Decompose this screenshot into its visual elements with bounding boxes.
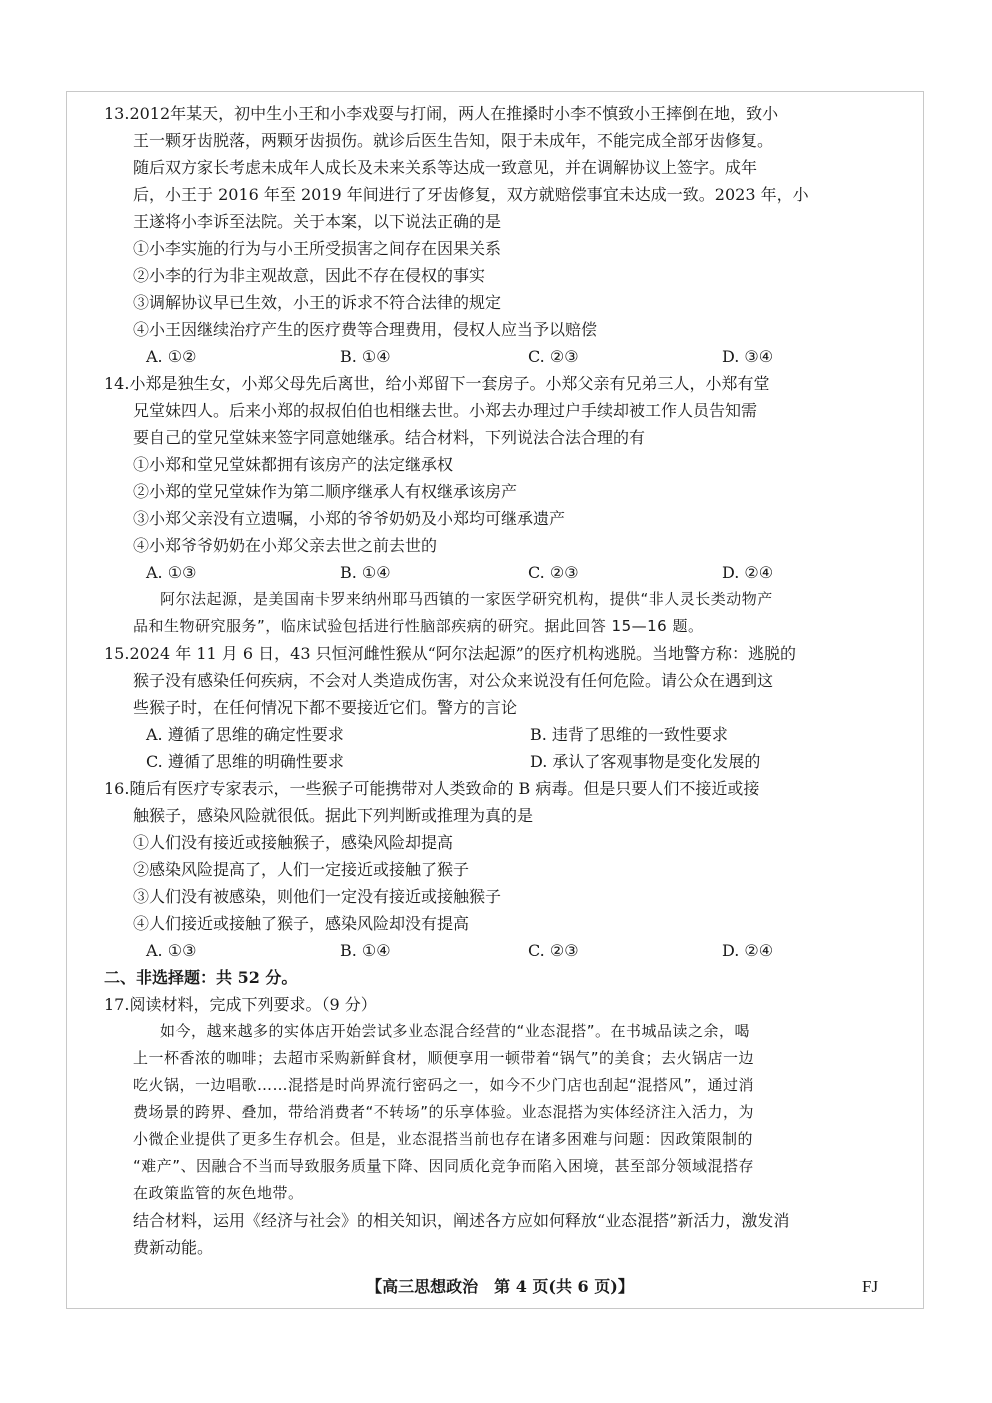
- statement-item: ③小郑父亲没有立遗嘱，小郑的爷爷奶奶及小郑均可继承遗产: [133, 509, 566, 528]
- question-text: 随后双方家长考虑未成年人成长及未来关系等达成一致意见，并在调解协议上签字。成年: [133, 158, 758, 177]
- question-text: 王一颗牙齿脱落，两颗牙齿损伤。就诊后医生告知，限于未成年，不能完成全部牙齿修复。: [133, 131, 774, 150]
- question-text: 要自己的堂兄堂妹来签字同意她继承。结合材料，下列说法合法合理的有: [133, 428, 646, 447]
- option-b: B. 违背了思维的一致性要求: [530, 725, 728, 744]
- option-b: B. ①④: [340, 563, 391, 582]
- option-a: A. ①③: [146, 941, 197, 960]
- exam-content: [104, 100, 890, 1261]
- option-c: C. 遵循了思维的明确性要求: [146, 752, 344, 771]
- question-text: 些猴子时，在任何情况下都不要接近它们。警方的言论: [133, 698, 518, 717]
- material-text: 在政策监管的灰色地带。: [133, 1184, 304, 1202]
- question-14: [104, 370, 890, 586]
- material-text: 品和生物研究服务”，临床试验包括进行性脑部疾病的研究。据此回答 15—16 题。: [133, 617, 704, 635]
- option-d: D. ②④: [722, 941, 774, 960]
- option-c: C. ②③: [528, 941, 579, 960]
- question-16: [104, 775, 890, 964]
- material-text: 吃火锅，一边唱歌……混搭是时尚界流行密码之一，如今不少门店也刮起“混搭风”，通过消: [133, 1076, 755, 1094]
- material-text: 阿尔法起源，是美国南卡罗来纳州耶马西镇的一家医学研究机构，提供“非人灵长类动物产: [160, 590, 773, 608]
- material-text: 小微企业提供了更多生存机会。但是，业态混搭当前也存在诸多困难与问题：因政策限制的: [133, 1130, 754, 1148]
- statement-item: ②小郑的堂兄堂妹作为第二顺序继承人有权继承该房产: [133, 482, 518, 501]
- statement-item: ①人们没有接近或接触猴子，感染风险却提高: [133, 833, 454, 852]
- option-a: A. 遵循了思维的确定性要求: [146, 725, 344, 744]
- question-text: 兄堂妹四人。后来小郑的叔叔伯伯也相继去世。小郑去办理过户手续却被工作人员告知需: [133, 401, 758, 420]
- option-a: A. ①③: [146, 563, 197, 582]
- question-title: 17.阅读材料，完成下列要求。（9 分）: [104, 995, 377, 1014]
- question-text: 16.随后有医疗专家表示，一些猴子可能携带对人类致命的 B 病毒。但是只要人们不接近或接: [104, 779, 760, 798]
- statement-item: ④小王因继续治疗产生的医疗费等合理费用，侵权人应当予以赔偿: [133, 320, 598, 339]
- option-d: D. ②④: [722, 563, 774, 582]
- task-text: 结合材料，运用《经济与社会》的相关知识，阐述各方应如何释放“业态混搭”新活力，激发消: [133, 1211, 790, 1230]
- question-text: 触猴子，感染风险就很低。据此下列判断或推理为真的是: [133, 806, 534, 825]
- statement-item: ②小李的行为非主观故意，因此不存在侵权的事实: [133, 266, 486, 285]
- answer-options: [104, 559, 890, 586]
- shared-material: [104, 586, 890, 640]
- statement-item: ②感染风险提高了，人们一定接近或接触了猴子: [133, 860, 470, 879]
- footer-page-info: 【高三思想政治 第 4 页(共 6 页)】: [366, 1277, 634, 1296]
- question-text: 13.2012年某天，初中生小王和小李戏耍与打闹，两人在推搡时小李不慎致小王摔倒在地，致小: [104, 104, 779, 123]
- question-15: [104, 640, 890, 775]
- answer-options: [104, 343, 890, 370]
- option-b: B. ①④: [340, 941, 391, 960]
- question-13: [104, 100, 890, 370]
- footer-region-code: FJ: [862, 1277, 879, 1296]
- option-a: A. ①②: [146, 347, 197, 366]
- material-text: 如今，越来越多的实体店开始尝试多业态混合经营的“业态混搭”。在书城品读之余，喝: [160, 1022, 751, 1040]
- page-footer: [0, 1273, 992, 1301]
- question-text: 猴子没有感染任何疾病，不会对人类造成伤害，对公众来说没有任何危险。请公众在遇到这: [133, 671, 774, 690]
- statement-item: ③人们没有被感染，则他们一定没有接近或接触猴子: [133, 887, 502, 906]
- option-d: D. ③④: [722, 347, 774, 366]
- question-text: 后，小王于 2016 年至 2019 年间进行了牙齿修复，双方就赔偿事宜未达成一致。2023 年，小: [133, 185, 809, 204]
- statement-item: ①小郑和堂兄堂妹都拥有该房产的法定继承权: [133, 455, 454, 474]
- material-text: “难产”、因融合不当而导致服务质量下降、因同质化竞争而陷入困境，甚至部分领域混搭存: [133, 1157, 755, 1175]
- option-d: D. 承认了客观事物是变化发展的: [530, 752, 761, 771]
- statement-item: ③调解协议早已生效，小王的诉求不符合法律的规定: [133, 293, 502, 312]
- question-text: 15.2024 年 11 月 6 日，43 只恒河雌性猴从“阿尔法起源”的医疗机构逃脱。当地警方称：逃脱的: [104, 644, 796, 663]
- statement-item: ④小郑爷爷奶奶在小郑父亲去世之前去世的: [133, 536, 438, 555]
- answer-options: [104, 721, 890, 748]
- statement-item: ④人们接近或接触了猴子，感染风险却没有提高: [133, 914, 470, 933]
- question-17: [104, 991, 890, 1261]
- answer-options: [104, 748, 890, 775]
- answer-options: [104, 937, 890, 964]
- task-text: 费新动能。: [133, 1238, 214, 1257]
- question-text: 王遂将小李诉至法院。关于本案，以下说法正确的是: [133, 212, 502, 231]
- option-b: B. ①④: [340, 347, 391, 366]
- question-text: 14.小郑是独生女，小郑父母先后离世，给小郑留下一套房子。小郑父亲有兄弟三人，小郑有堂: [104, 374, 770, 393]
- section-heading: 二、非选择题：共 52 分。: [104, 968, 298, 987]
- option-c: C. ②③: [528, 347, 579, 366]
- statement-item: ①小李实施的行为与小王所受损害之间存在因果关系: [133, 239, 502, 258]
- option-c: C. ②③: [528, 563, 579, 582]
- material-text: 费场景的跨界、叠加，带给消费者“不转场”的乐享体验。业态混搭为实体经济注入活力，为: [133, 1103, 755, 1121]
- material-text: 上一杯香浓的咖啡；去超市采购新鲜食材，顺便享用一顿带着“锅气”的美食；去火锅店一边: [133, 1049, 755, 1067]
